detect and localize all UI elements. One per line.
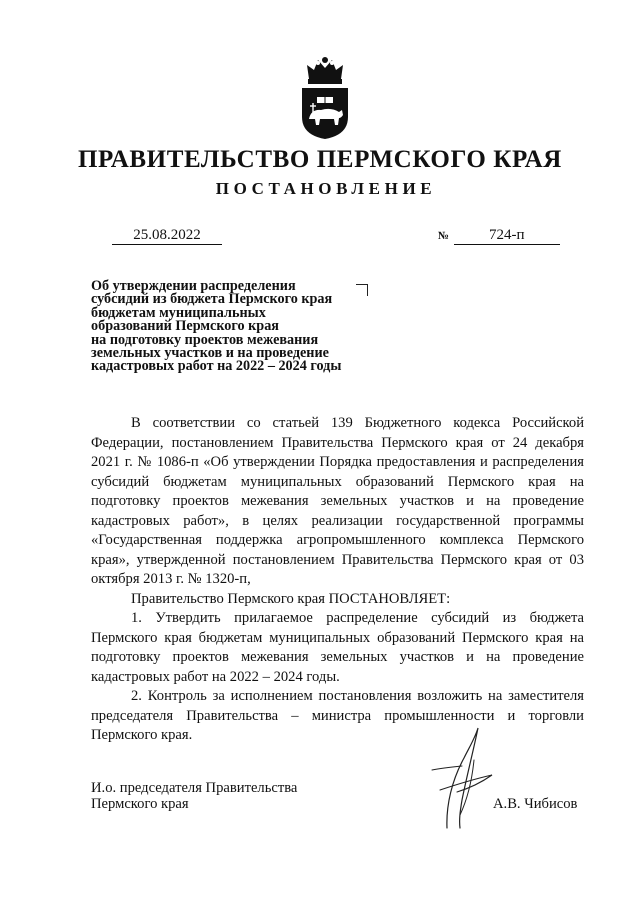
handwritten-signature-icon	[412, 720, 502, 840]
clause-2-paragraph: 2. Контроль за исполнением постановления возложить на заместителя председателя Правительства – министра промышленности и торговли Пермского края.	[91, 688, 584, 743]
signatory-position	[91, 780, 297, 812]
document-date: 25.08.2022	[112, 227, 222, 245]
document-type: ПОСТАНОВЛЕНИЕ	[215, 179, 437, 198]
subject-line: образований Пермского края	[91, 318, 279, 335]
position-line: Пермского края	[91, 796, 189, 812]
clause-1-paragraph: 1. Утвердить прилагаемое распределение субсидий из бюджета Пермского края бюджетам муниципальных образований Пермского края на подготовку проектов межевания земельных участков и на проведение кадастровых работ на 2022 – 2024 годы.	[91, 610, 584, 685]
number-sign: №	[438, 230, 450, 242]
document-body	[91, 414, 584, 746]
document-number: 724-п	[454, 227, 560, 245]
subject-line: Об утверждении распределения	[91, 278, 296, 294]
position-line: И.о. председателя Правительства	[91, 780, 298, 796]
subject-line: бюджетам муниципальных	[91, 304, 266, 321]
preamble-paragraph: В соответствии со статьей 139 Бюджетного кодекса Российской Федерации, постановлением Правительства Пермского края от 24 декабря 2021 г. № 1086-п «Об утверждении Порядка предоставления и распределения субсидий бюджетам муниципальных образований Пермского края на подготовку проектов межевания земельных участков и на проведение кадастровых работ», в целях реализации государственной программы «Государственная поддержка агропромышленного комплекса Пермского края», утвержденной постановлением Правительства Пермского края от 03 октября 2013 г. № 1320-п,	[91, 415, 584, 587]
resolution-paragraph: Правительство Пермского края ПОСТАНОВЛЯЕТ:	[131, 590, 451, 607]
subject-line: субсидий из бюджета Пермского края	[91, 291, 333, 308]
subject-line: кадастровых работ на 2022 – 2024 годы	[91, 358, 342, 375]
subject-line: земельных участков и на проведение	[91, 345, 329, 362]
subject-line: на подготовку проектов межевания	[91, 331, 319, 348]
perm-krai-coat-of-arms-icon	[299, 55, 351, 141]
document-number-block	[438, 227, 560, 245]
signatory-name: А.В. Чибисов	[493, 796, 578, 812]
document-subject	[91, 280, 381, 374]
organization-title: ПРАВИТЕЛЬСТВО ПЕРМСКОГО КРАЯ	[78, 146, 562, 173]
